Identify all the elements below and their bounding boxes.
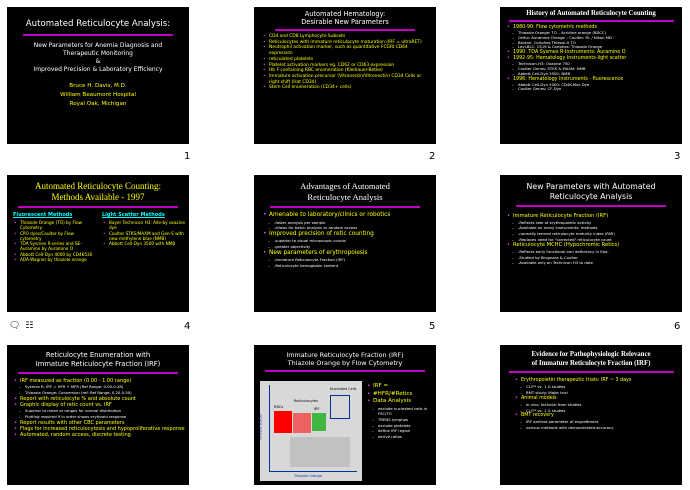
bullet-list bbox=[366, 383, 433, 440]
slide-title: Immature Reticulocyte Fraction (IRF) Thiazole Orange by Flow Cytometry bbox=[286, 351, 404, 367]
title-rule bbox=[509, 371, 674, 373]
list-item: • Stem Cell enumeration (CD34+ cells) bbox=[262, 85, 430, 91]
list-subitem: – Technicon-H3: Oxazine 750 bbox=[506, 62, 678, 67]
list-subitem: – Coulter Genes: CF-Dye bbox=[506, 87, 678, 92]
slide-3[interactable] bbox=[500, 7, 682, 144]
author-block bbox=[7, 82, 189, 109]
list-item: • Neutrophil activation marker, such as quantitative FCGRI CD64 expression bbox=[262, 45, 430, 56]
list-item: • BMT recovery bbox=[514, 413, 678, 419]
slide-8[interactable] bbox=[254, 345, 436, 485]
bullet-list bbox=[506, 25, 678, 92]
list-item: • Animal models bbox=[514, 396, 678, 402]
plot-xaxis-label: Thiazole Orange bbox=[294, 474, 322, 478]
list-item: • Immature Reticulocyte Fraction (IRF) bbox=[506, 213, 678, 220]
list-item: • IRF = bbox=[366, 383, 433, 391]
list-subitem: – Thiazole Orange: Conversion (ref: Ref Range: 0.20-0.50) bbox=[13, 390, 185, 396]
list-item: • Graphic display of retic count vs. IRF bbox=[13, 402, 185, 408]
list-item: • #HFR/#Retics bbox=[366, 391, 433, 399]
bullet-list bbox=[262, 34, 430, 91]
title-rule bbox=[275, 29, 415, 31]
list-item: • IRF measured as fraction (0.00 - 1.00 range) bbox=[13, 378, 185, 384]
list-item: • 1980-90: Flow cytometric methods bbox=[506, 25, 678, 31]
list-item: • 1992-95: Hematology Instruments-light scatter bbox=[506, 56, 678, 62]
list-item: • Thiazole Orange (TO) by Flow Cytometry bbox=[13, 220, 96, 231]
retic-cluster bbox=[293, 413, 311, 433]
list-subitem: – Ortho: Auramine Orange – Coulter: RL / Nikon MD bbox=[506, 36, 678, 41]
bullet-list bbox=[262, 212, 432, 269]
rbc-label: RBCs bbox=[274, 405, 284, 409]
list-item: • Improved precision of retic counting bbox=[262, 231, 432, 239]
list-subitem: – -Studied by Brugnara & Coulter bbox=[506, 255, 678, 261]
list-subitem: – TRENS lymphos bbox=[366, 417, 433, 423]
list-subitem: – Abbott Cell-Dyn 3500: NMB bbox=[506, 72, 678, 77]
author: Bruce H. Davis, M.D. bbox=[69, 83, 127, 89]
slide-7[interactable] bbox=[7, 345, 189, 485]
bullet-list bbox=[514, 378, 678, 431]
list-item: • Amenable to laboratory/clinics or robotics bbox=[262, 212, 432, 220]
slide-6[interactable] bbox=[500, 175, 682, 312]
list-item: • Platelet activation markers eg. CD62 or CD63 expression bbox=[262, 63, 430, 69]
list-subitem: – -Reticulocyte hemoglobin content bbox=[262, 263, 432, 269]
list-subitem: – exclude nucleated cells in FSC/TO bbox=[366, 406, 433, 417]
flow-cytometry-plot bbox=[260, 381, 362, 481]
list-item: • Report results with other CBC parameters bbox=[13, 420, 185, 426]
list-item: • Immature activation precursor (Vitronectin/Vitronectin) CD34 Cells or right shift (Hat CD34) bbox=[262, 74, 430, 85]
list-item: • Flags for increased reticulocytosis and hypoproliferative response bbox=[13, 426, 185, 432]
list-subitem: – derive ratios bbox=[366, 434, 433, 440]
list-subitem: – -faster analysis per sample bbox=[262, 220, 432, 226]
title-rule bbox=[509, 20, 674, 22]
list-subitem: – define IRF region bbox=[366, 428, 433, 434]
list-subitem: – CLIT* vs. 1 G studies bbox=[514, 408, 678, 414]
list-item: • Erythropoietin therapeutic trials: IRF ~ 3 days bbox=[514, 378, 678, 384]
speaker-notes-icon[interactable]: 🗨 bbox=[9, 321, 21, 331]
list-item: • ADA-Wagner by thiazole orange bbox=[13, 257, 96, 262]
slide-title: Automated Reticulocyte Counting: Methods Available - 1997 bbox=[35, 181, 161, 202]
plot-xaxis bbox=[269, 471, 357, 472]
outline-icon[interactable]: ☷ bbox=[25, 321, 34, 331]
method-columns bbox=[13, 212, 185, 262]
list-item: • Coulter STKS/MAXM and Gen-S with new methylene blue (NMB) bbox=[102, 231, 185, 242]
bullet-list bbox=[13, 220, 96, 262]
list-subitem: – IRF earliest parameter of engraftment bbox=[514, 419, 678, 425]
plot-yaxis bbox=[269, 385, 270, 471]
slide-title: Evidence for Pathophysiologic Relevance of Immature Reticulocyte Fraction (IRF) bbox=[531, 351, 651, 367]
light-scatter-column bbox=[102, 212, 185, 262]
scatter-cloud bbox=[290, 437, 350, 467]
title-rule bbox=[23, 34, 173, 36]
title-rule bbox=[18, 206, 178, 208]
title-rule bbox=[265, 370, 425, 372]
fluorescent-column bbox=[13, 212, 96, 262]
list-subitem: – CLIT* vs. 1 G studies bbox=[514, 384, 678, 390]
list-item: • Abbott Cell-Dyn 4000 by CD4K530 bbox=[13, 252, 96, 257]
list-subitem: – -normally termed reticulocyte maturity index (RMI) bbox=[506, 231, 678, 237]
list-subitem: – Superior to mean or ranges for normal distribution bbox=[13, 408, 185, 414]
slide-title: Advantages of Automated Reticulocyte Analysis bbox=[300, 181, 390, 202]
nucleated-label: Nucleated Cells bbox=[330, 387, 357, 391]
list-subitem: – Plotting required if in order shows erythroid response bbox=[13, 414, 185, 420]
slide-title: History of Automated Reticulocyte Counting bbox=[526, 10, 656, 17]
slide-title: Automated Reticulocyte Analysis: bbox=[25, 19, 171, 29]
slide-4-icons bbox=[9, 321, 33, 331]
title-rule bbox=[270, 206, 420, 208]
slide-title: New Parameters with Automated Reticulocyte Analysis bbox=[526, 182, 656, 201]
list-item: • CD4 and CD8 Lymphocyte Subsets bbox=[262, 34, 430, 40]
slide-number-1: 1 bbox=[184, 151, 191, 162]
list-item: • 1990: TOA Sysmex R-Instruments: Auramine O bbox=[506, 50, 678, 56]
bullet-list bbox=[102, 220, 185, 246]
list-item: • 1996: Hematology Instruments - fluorescence bbox=[506, 77, 678, 83]
list-item: • Hb F containing RBC enumeration (Kleihauer-Betke) bbox=[262, 68, 430, 74]
list-subitem: – -Available on many instruments; methods bbox=[506, 225, 678, 231]
list-subitem: – -greater objectivity bbox=[262, 244, 432, 250]
title-rule bbox=[516, 205, 666, 207]
list-item: • Bayer Technicon H3: Adv-by oxazine dye bbox=[102, 220, 185, 231]
list-subitem: – Abbott Cell-Dyn 4000: CD4K-Mxx Dye bbox=[506, 83, 678, 88]
column-header: Light Scatter Methods bbox=[102, 212, 165, 218]
list-subitem: – Thiazole Orange: TO – Acridine orange (BDCC) bbox=[506, 31, 678, 36]
list-subitem: – in vivo, factorial from studies bbox=[514, 402, 678, 408]
list-item: • CPO dyes/Coulter by Flow cytometry bbox=[13, 231, 96, 242]
list-subitem: – Becton: Coriphos Thiazol-H TO bbox=[506, 41, 678, 46]
list-subitem: – various methods with demonstrated accuracy bbox=[514, 425, 678, 431]
list-item: • New parameters of erythropoiesis bbox=[262, 250, 432, 258]
slide-4[interactable] bbox=[7, 175, 189, 312]
list-subitem: – BMT study; Major trial bbox=[514, 390, 678, 396]
rbc-cluster bbox=[274, 411, 292, 433]
bullet-list bbox=[506, 213, 678, 266]
slide-2[interactable] bbox=[254, 7, 436, 144]
list-subitem: – -Immature Reticulocyte Fraction (IRF) bbox=[262, 257, 432, 263]
list-item: • Automated, random access, discrete testing bbox=[13, 432, 185, 438]
nucleated-cluster bbox=[330, 395, 350, 419]
slide-number-3: 3 bbox=[674, 151, 681, 162]
slide-1[interactable] bbox=[7, 7, 189, 144]
list-item: • Abbott Cell-Dyn 3500 with NMB bbox=[102, 241, 185, 246]
slide-number-2: 2 bbox=[429, 151, 436, 162]
slide-title: Automated Hematology: Desirable New Parameters bbox=[301, 10, 389, 26]
list-subitem: – Coulter Genes: STKS & MAXM: NMB bbox=[506, 67, 678, 72]
slide-subtitle: New Parameters for Anemia Diagnosis and Therapeutic Monitoring & Improved Precision & Laboratory Efficiency bbox=[33, 42, 163, 73]
list-subitem: – -Available only on Technicon H3 to date bbox=[506, 260, 678, 266]
list-subitem: – -Reflects early functional iron deficiency in Epo- bbox=[506, 249, 678, 255]
slide-9[interactable] bbox=[500, 345, 682, 485]
irf-label: IRF bbox=[314, 407, 320, 411]
list-subitem: – -superior to visual microscopic counts bbox=[262, 238, 432, 244]
bullet-list bbox=[13, 378, 185, 439]
list-item: • Data Analysis bbox=[366, 398, 433, 406]
list-subitem: – -Replaces need for "corrected" reticulocyte count bbox=[506, 237, 678, 243]
institution: William Beaumont Hospital bbox=[60, 92, 136, 98]
list-subitem: – Levi-BLC: CS-M & Coriphos: Thiazole Orange bbox=[506, 45, 678, 50]
list-subitem: – exclude platelets bbox=[366, 423, 433, 429]
list-item: • Report with reticulocyte % and absolute count bbox=[13, 396, 185, 402]
slide-number-4: 4 bbox=[184, 321, 191, 332]
slide-number-5: 5 bbox=[429, 321, 436, 332]
location: Royal Oak, Michigan bbox=[69, 101, 127, 107]
list-item: • Reticulocyte MCHC (Hypochromic Retics) bbox=[506, 242, 678, 249]
column-header: Fluorescent Methods bbox=[13, 212, 73, 218]
irf-cluster bbox=[312, 413, 326, 431]
plot-yaxis-label: Forward Scatter bbox=[258, 413, 263, 441]
title-rule bbox=[18, 372, 178, 374]
list-item: • reticulated platelets bbox=[262, 57, 430, 63]
list-item: • TOA Sysmex R-series and SE-Auramine by Auramine O bbox=[13, 241, 96, 252]
slide-5[interactable] bbox=[254, 175, 436, 312]
retic-label: Reticulocytes bbox=[294, 399, 318, 403]
slide-number-6: 6 bbox=[674, 321, 681, 332]
list-item: • Reticulocytes with immature reticulocyte maturation (IRF = ultraRET) bbox=[262, 40, 430, 46]
list-subitem: – -Reflects rate of erythropoietic activity bbox=[506, 220, 678, 226]
list-subitem: – -allows for batch analysis or random access bbox=[262, 225, 432, 231]
list-subitem: – Sysmex R: IRF = HFR + MFR (Ref Range: 0.00-0.28) bbox=[13, 384, 185, 390]
slide-title: Reticulocyte Enumeration with Immature Reticulocyte Fraction (IRF) bbox=[35, 351, 161, 368]
